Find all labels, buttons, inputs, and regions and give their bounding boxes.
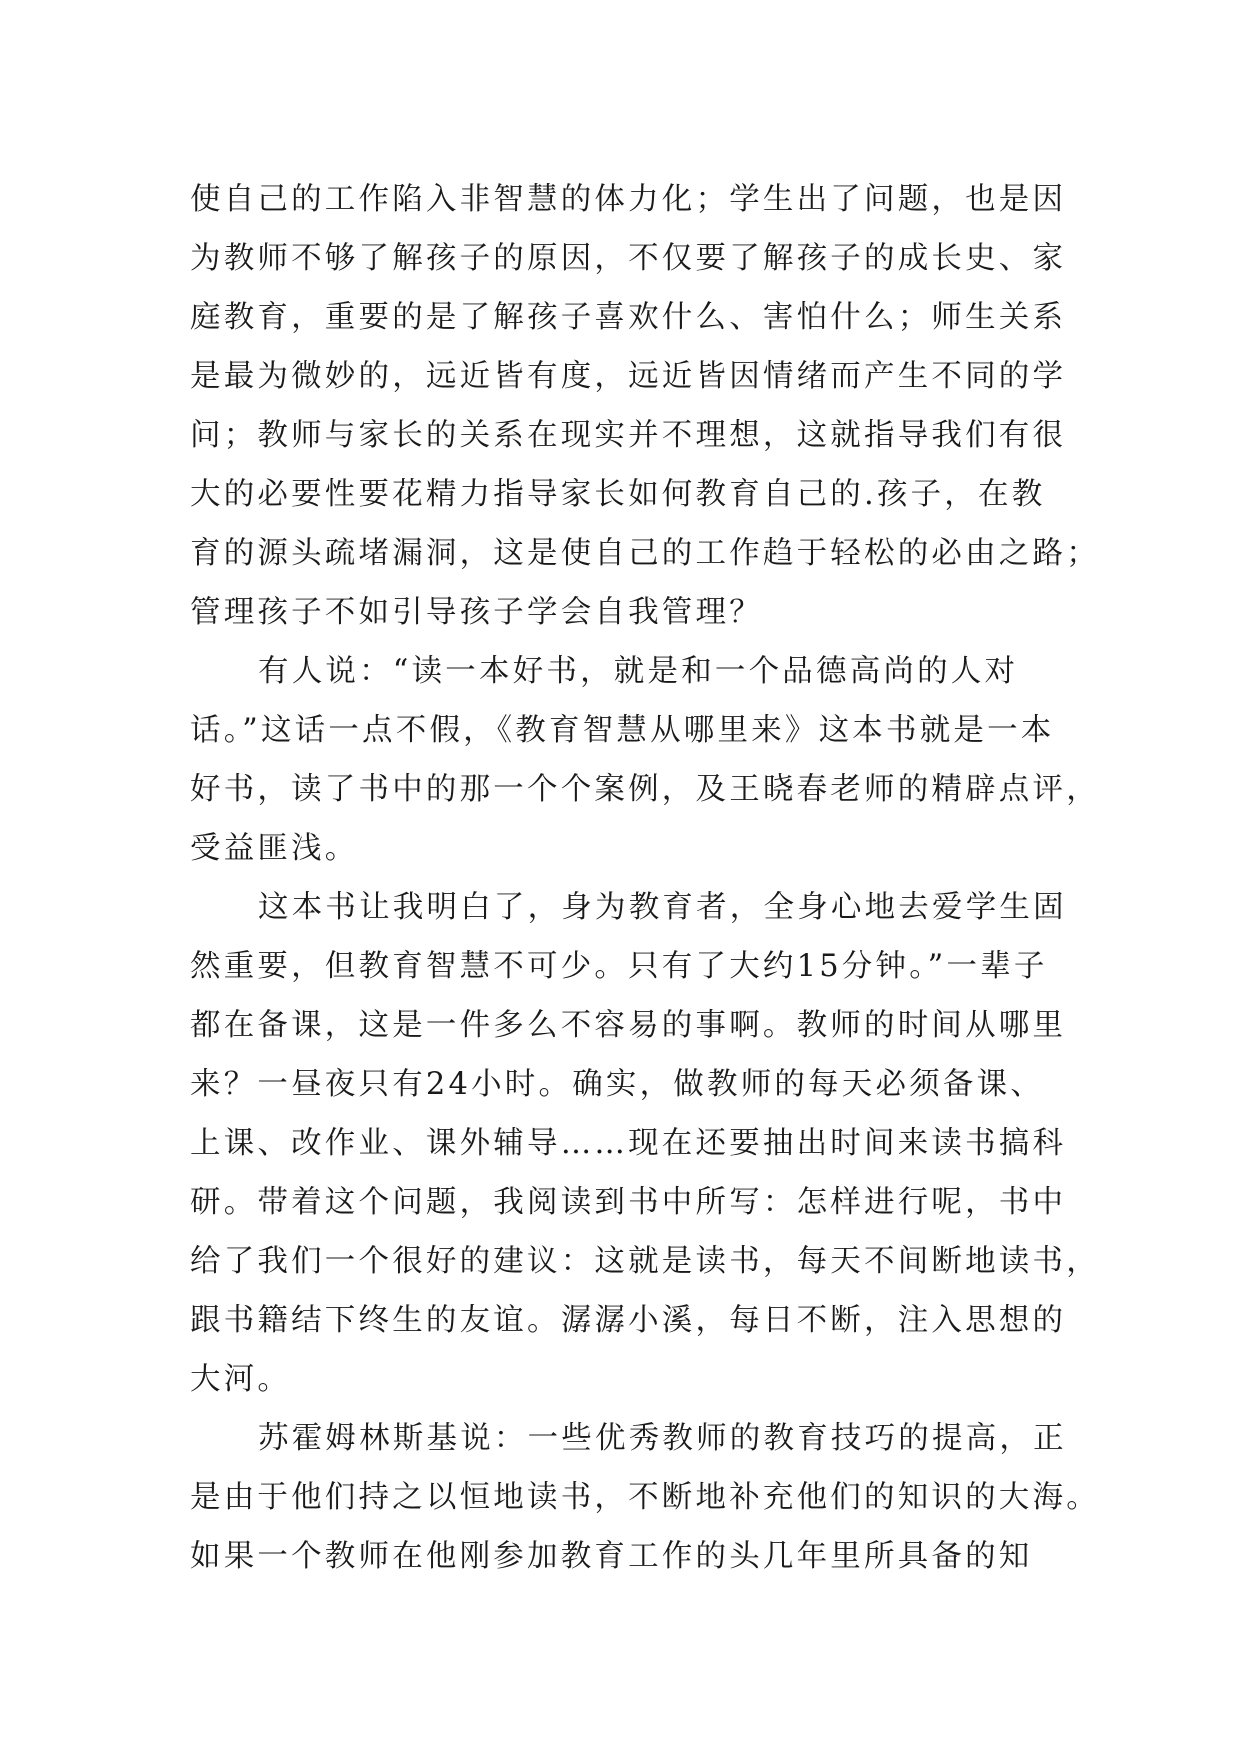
text-line: 来？一昼夜只有24小时。确实，做教师的每天必须备课、 xyxy=(190,1067,1045,1102)
paragraph-start-line: 有人说：“读一本好书，就是和一个品德高尚的人对 xyxy=(258,654,1019,689)
text-line: 大的必要性要花精力指导家长如何教育自己的.孩子，在教 xyxy=(190,477,1046,512)
text-line: 如果一个教师在他刚参加教育工作的头几年里所具备的知 xyxy=(190,1539,1033,1574)
paragraph-start-line: 这本书让我明白了，身为教育者，全身心地去爱学生固 xyxy=(258,890,1067,925)
text-line: 受益匪浅。 xyxy=(190,831,359,866)
text-line: 是由于他们持之以恒地读书，不断地补充他们的知识的大海。 xyxy=(190,1480,1100,1515)
text-line: 为教师不够了解孩子的原因，不仅要了解孩子的成长史、家 xyxy=(190,241,1067,276)
text-line: 育的源头疏堵漏洞，这是使自己的工作趋于轻松的必由之路； xyxy=(190,536,1100,571)
text-line: 上课、改作业、课外辅导……现在还要抽出时间来读书搞科 xyxy=(190,1126,1067,1161)
text-line: 管理孩子不如引导孩子学会自我管理？ xyxy=(190,595,763,630)
paragraph-start-line: 苏霍姆林斯基说：一些优秀教师的教育技巧的提高，正 xyxy=(258,1421,1067,1456)
text-line: 是最为微妙的，远近皆有度，远近皆因情绪而产生不同的学 xyxy=(190,359,1067,394)
text-line: 使自己的工作陷入非智慧的体力化；学生出了问题，也是因 xyxy=(190,182,1067,217)
text-line: 话。”这话一点不假，《教育智慧从哪里来》这本书就是一本 xyxy=(190,713,1055,748)
text-line: 好书，读了书中的那一个个案例，及王晓春老师的精辟点评， xyxy=(190,772,1100,807)
text-line: 都在备课，这是一件多么不容易的事啊。教师的时间从哪里 xyxy=(190,1008,1067,1043)
text-line: 大河。 xyxy=(190,1362,292,1397)
text-line: 给了我们一个很好的建议：这就是读书，每天不间断地读书， xyxy=(190,1244,1100,1279)
text-line: 问；教师与家长的关系在现实并不理想，这就指导我们有很 xyxy=(190,418,1067,453)
text-line: 跟书籍结下终生的友谊。潺潺小溪，每日不断，注入思想的 xyxy=(190,1303,1067,1338)
text-line: 研。带着这个问题，我阅读到书中所写：怎样进行呢，书中 xyxy=(190,1185,1067,1220)
text-line: 然重要，但教育智慧不可少。只有了大约15分钟。”一辈子 xyxy=(190,949,1048,984)
body-text xyxy=(190,160,1100,1586)
text-line: 庭教育，重要的是了解孩子喜欢什么、害怕什么；师生关系 xyxy=(190,300,1067,335)
